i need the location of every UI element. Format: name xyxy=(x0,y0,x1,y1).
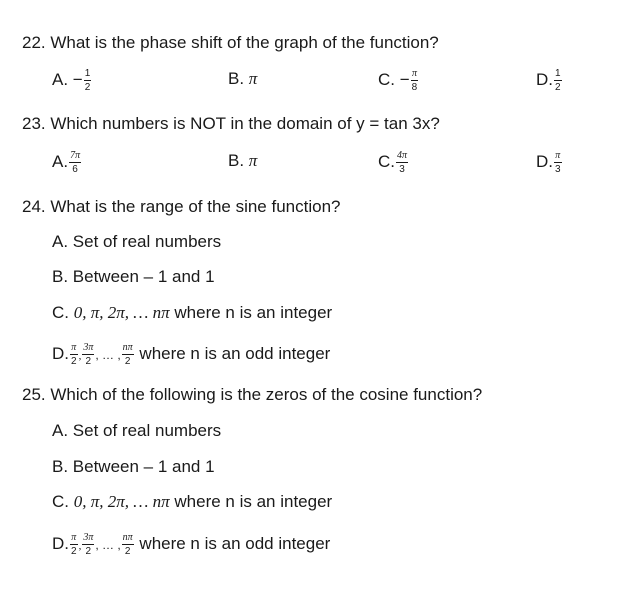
minus-sign: − xyxy=(399,69,410,89)
option-label: D. xyxy=(52,533,69,553)
question-25: 25. Which of the following is the zeros of the cosine function? xyxy=(22,385,483,404)
option-math: 0, π, 2π, … nπ xyxy=(73,492,170,511)
option-label: A. xyxy=(52,151,69,171)
option-text: where n is an integer xyxy=(169,492,333,511)
q23-option-b[interactable] xyxy=(228,150,257,172)
fraction: $\frac{4\pi}{3}$ xyxy=(397,150,408,175)
option-label: A. xyxy=(52,69,69,89)
ellipsis: , … , xyxy=(95,537,121,552)
fraction: $\frac{3\pi}{2}$ xyxy=(83,532,94,557)
q24-option-b[interactable]: B. Between – 1 and 1 xyxy=(52,267,215,286)
fraction: $\frac{n\pi}{2}$ xyxy=(122,342,133,367)
q25-option-b[interactable]: B. Between – 1 and 1 xyxy=(52,457,215,476)
fraction: $\frac{n\pi}{2}$ xyxy=(122,532,133,557)
q24-option-a[interactable]: A. Set of real numbers xyxy=(52,232,222,251)
option-label: D. xyxy=(536,69,553,89)
fraction: $\frac{\pi}{8}$ xyxy=(411,68,418,93)
question-23: 23. Which numbers is NOT in the domain of y = tan 3x? xyxy=(22,114,440,133)
option-label: C. xyxy=(378,69,395,89)
fraction: $\frac{3\pi}{2}$ xyxy=(83,342,94,367)
q25-option-d[interactable]: D. $\frac{\pi}{2}$ , $\frac{3\pi}{2}$ , … , $\frac{n\pi}{2}$ where n is an odd integer xyxy=(52,532,331,557)
fraction: $\frac{\pi}{3}$ xyxy=(555,150,561,175)
option-label: B. xyxy=(228,151,245,170)
option-value: π xyxy=(248,151,258,170)
option-label: C. xyxy=(52,492,69,511)
fraction: $\frac{\pi}{2}$ xyxy=(71,532,77,557)
option-label: D. xyxy=(52,343,69,363)
ellipsis: , … , xyxy=(95,347,121,362)
q23-option-d[interactable] xyxy=(536,150,563,175)
option-label: B. xyxy=(228,69,245,88)
option-text: where n is an odd integer xyxy=(134,533,331,553)
q24-option-d[interactable]: D. $\frac{\pi}{2}$ , $\frac{3\pi}{2}$ , … , $\frac{n\pi}{2}$ where n is an odd integer xyxy=(52,342,331,367)
option-label: C. xyxy=(52,303,69,322)
option-label: C. xyxy=(378,151,395,171)
fraction: $\frac{7\pi}{6}$ xyxy=(70,150,81,175)
q22-option-c[interactable] xyxy=(378,68,419,93)
q22-option-a[interactable] xyxy=(52,68,92,93)
option-text: where n is an integer xyxy=(169,303,333,322)
option-value: π xyxy=(248,69,258,88)
option-text: where n is an odd integer xyxy=(134,343,331,363)
q23-option-a[interactable] xyxy=(52,150,82,175)
option-label: D. xyxy=(536,151,553,171)
q24-option-c[interactable] xyxy=(52,302,332,324)
fraction: $\frac{1}{2}$ xyxy=(555,68,561,93)
fraction: $\frac{\pi}{2}$ xyxy=(71,342,77,367)
minus-sign: − xyxy=(72,69,83,89)
q22-option-d[interactable] xyxy=(536,68,563,93)
q25-option-a[interactable]: A. Set of real numbers xyxy=(52,421,222,440)
option-math: 0, π, 2π, … nπ xyxy=(73,303,170,322)
q23-option-c[interactable] xyxy=(378,150,409,175)
q22-option-b[interactable] xyxy=(228,68,257,90)
q25-option-c[interactable] xyxy=(52,491,332,513)
question-24: 24. What is the range of the sine function? xyxy=(22,197,341,216)
question-22: 22. What is the phase shift of the graph of the function? xyxy=(22,33,439,52)
fraction: $\frac{1}{2}$ xyxy=(84,68,91,93)
